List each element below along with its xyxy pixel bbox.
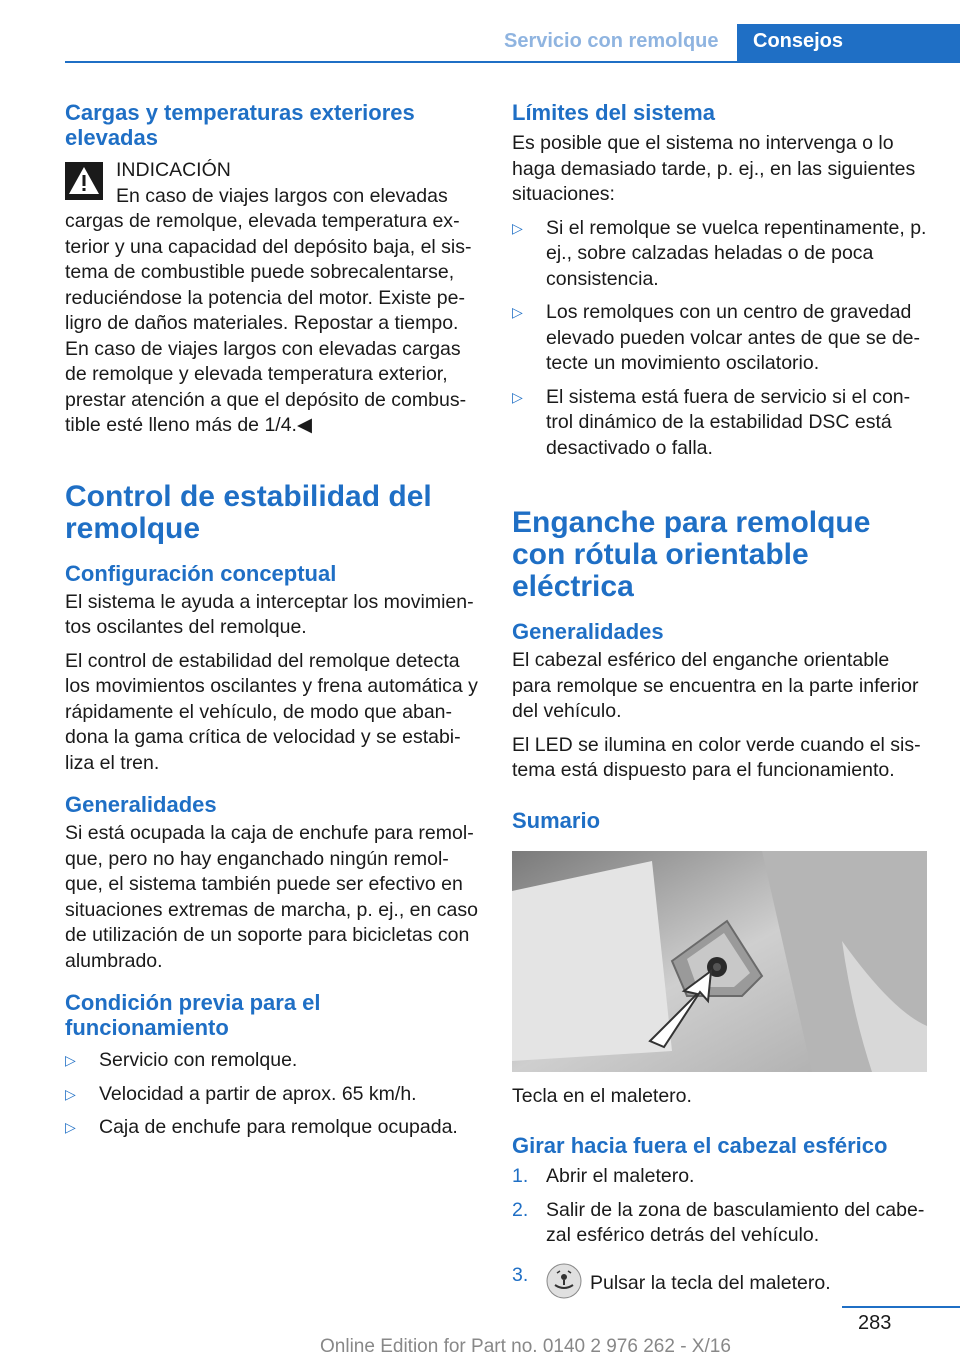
list-item: ▷ Los remolques con un centro de gravedad elevado pueden volcar antes de que se detecte un movimiento oscilatorio. xyxy=(512,301,921,374)
list-item: ▷ Si el remolque se vuelca repentinamente, p. ej., sobre calzadas heladas o de poca consistencia. xyxy=(512,216,927,290)
right-column xyxy=(512,100,927,1307)
triangle-bullet-icon: ▷ xyxy=(512,304,523,320)
precondition-heading: Condición previa para el funcionamiento xyxy=(65,990,321,1040)
concept-paragraph-1: El sistema le ayuda a interceptar los movimientos oscilantes del remolque. xyxy=(65,590,474,638)
photo-caption: Tecla en el maletero. xyxy=(512,1084,692,1107)
hitch-general-heading: Generalidades xyxy=(512,619,664,644)
triangle-bullet-icon: ▷ xyxy=(65,1052,76,1068)
triangle-bullet-icon: ▷ xyxy=(65,1119,76,1135)
summary-heading: Sumario xyxy=(512,807,601,833)
concept-heading: Configuración conceptual xyxy=(65,560,337,586)
note-label: INDICACIÓN xyxy=(116,159,231,181)
note-text: En caso de viajes largos con elevadas cargas de remolque, elevada temperatura exterior y una capacidad del depósito baja, el sistema de combustible puede sobrecalentarse, reduciéndose la potencia del motor. Existe peligro de daños materiales. Repostar a tiempo. En caso de viajes largos con elevadas cargas de remolque y elevada temperatura exterior, prestar atención a que el depósito de combustible esté lleno más de 1/4.◀ xyxy=(65,184,472,436)
list-item: ▷ Velocidad a partir de aprox. 65 km/h. xyxy=(65,1082,480,1108)
stability-general-heading: Generalidades xyxy=(65,792,217,817)
precondition-list xyxy=(65,1048,480,1141)
concept-paragraph-2: El control de estabilidad del remolque detecta los movimientos oscilantes y frena automática y rápidamente el vehículo, de modo que abandona la gama crítica de velocidad y se estabiliza el tren. xyxy=(65,649,478,774)
list-item: ▷ Servicio con remolque. xyxy=(65,1048,480,1074)
list-item: 3. Pulsar la tecla del maletero. xyxy=(512,1263,927,1299)
warning-note xyxy=(65,158,480,439)
list-item: 2. Salir de la zona de basculamiento del cabezal esférico detrás del vehículo. xyxy=(512,1198,925,1246)
loads-heading: Cargas y temperaturas exteriores elevadas xyxy=(65,100,415,150)
limits-heading: Límites del sistema xyxy=(512,100,715,125)
page-header xyxy=(0,0,960,62)
hitch-general-paragraph-2: El LED se ilumina en color verde cuando el sistema está dispuesto para el funcionamiento. xyxy=(512,733,921,781)
list-item: ▷ El sistema está fuera de servicio si el control dinámico de la estabilidad DSC está desactivado o falla. xyxy=(512,385,911,459)
chapter-tab-label: Consejos xyxy=(753,30,844,52)
trunk-button-photo xyxy=(512,851,927,1072)
section-breadcrumb: Servicio con remolque xyxy=(504,30,719,52)
chapter-tab xyxy=(737,24,960,62)
trunk-hitch-button-icon xyxy=(546,1263,582,1299)
list-item: 1. Abrir el maletero. xyxy=(512,1165,695,1187)
limits-intro: Es posible que el sistema no intervenga o lo haga demasiado tarde, p. ej., en las siguientes situaciones: xyxy=(512,132,916,205)
stability-heading: Control de estabilidad del remolque xyxy=(65,479,432,545)
footer-divider xyxy=(842,1306,960,1308)
limits-list xyxy=(512,216,927,462)
left-column xyxy=(65,100,480,1149)
triangle-bullet-icon: ▷ xyxy=(65,1085,76,1102)
warning-triangle-icon xyxy=(65,162,103,200)
header-divider xyxy=(65,61,960,63)
triangle-bullet-icon: ▷ xyxy=(512,388,523,405)
edition-footer: Online Edition for Part no. 0140 2 976 262 - X/16 xyxy=(320,1336,731,1357)
swing-steps xyxy=(512,1164,927,1299)
hitch-general-paragraph-1: El cabezal esférico del enganche orientable para remolque se encuentra en la parte inferior del vehículo. xyxy=(512,649,919,722)
triangle-bullet-icon: ▷ xyxy=(512,219,523,236)
swing-heading: Girar hacia fuera el cabezal esférico xyxy=(512,1133,888,1158)
stability-general-paragraph: Si está ocupada la caja de enchufe para remolque, pero no hay enganchado ningún remolque, el sistema también puede ser efectivo en situaciones extremas de marcha, p. ej., en caso de utilización de un soporte para bicicletas con alumbrado. xyxy=(65,822,478,972)
hitch-heading: Enganche para remolque con rótula orientable eléctrica xyxy=(512,506,871,603)
page-number: 283 xyxy=(858,1312,892,1334)
list-item: ▷ Caja de enchufe para remolque ocupada. xyxy=(65,1115,480,1141)
